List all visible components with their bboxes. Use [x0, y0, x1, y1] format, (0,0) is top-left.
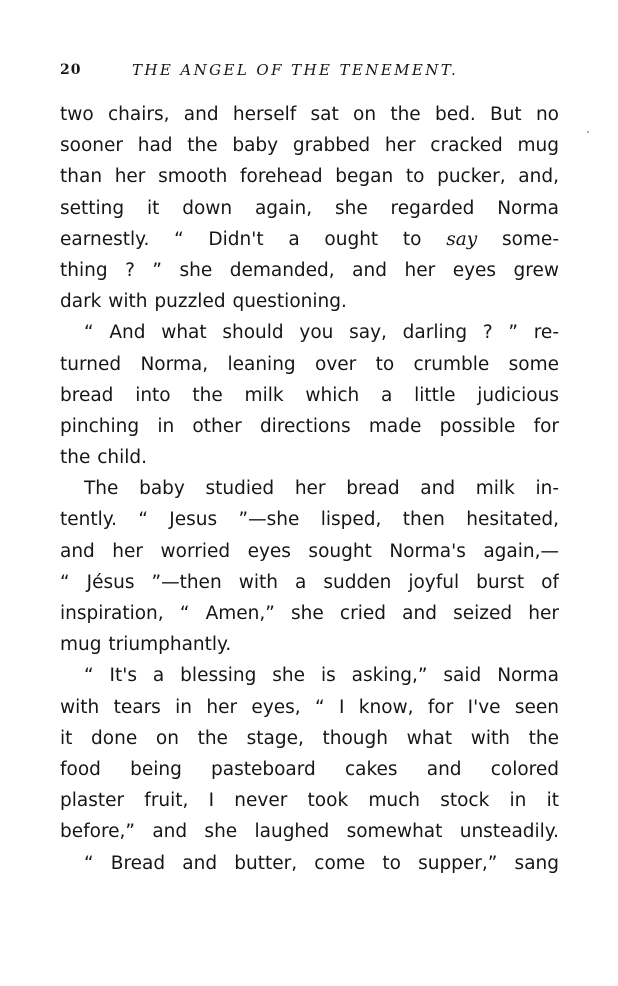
paragraph-start-line: “ It's a blessing she is asking,” said Norma — [84, 665, 559, 687]
text-line: before,” and she laughed somewhat unsteadily. — [60, 821, 559, 843]
paragraph-start-line: The baby studied her bread and milk in- — [84, 478, 559, 500]
text-line: dark with puzzled questioning. — [60, 291, 347, 313]
text-line: and her worried eyes sought Norma's again,— — [60, 540, 559, 562]
text-line: earnestly. “ Didn't a ought to say some- — [60, 228, 559, 250]
text-line: “ Jésus ”—then with a sudden joyful burst of — [60, 571, 559, 593]
text-line: with tears in her eyes, “ I know, for I've seen — [60, 696, 559, 718]
text-line: the child. — [60, 447, 148, 469]
text-line: bread into the milk which a little judicious — [60, 384, 559, 406]
text-line: food being pasteboard cakes and colored — [60, 758, 559, 780]
text-line: mug triumphantly. — [60, 634, 232, 656]
body-text — [60, 99, 559, 879]
text-line: than her smooth forehead began to pucker, and, — [60, 166, 559, 188]
text-line: two chairs, and herself sat on the bed. But no — [60, 104, 559, 125]
paragraph-start-line: “ And what should you say, darling ? ” re- — [84, 322, 559, 344]
paper-speck — [587, 131, 589, 133]
text-line: thing ? ” she demanded, and her eyes grew — [60, 259, 559, 281]
text-line: inspiration, “ Amen,” she cried and seized her — [60, 603, 559, 624]
text-line: sooner had the baby grabbed her cracked mug — [60, 135, 559, 157]
text-line: tently. “ Jesus ”—she lisped, then hesitated, — [60, 509, 559, 531]
text-line: plaster fruit, I never took much stock in it — [60, 790, 559, 812]
running-title: THE ANGEL OF THE TENEMENT. — [132, 61, 459, 79]
page-header — [60, 56, 560, 84]
text-line: turned Norma, leaning over to crumble some — [60, 353, 559, 375]
text-line: pinching in other directions made possible for — [60, 415, 559, 437]
paragraph-start-line: “ Bread and butter, come to supper,” sang — [84, 852, 559, 874]
text-line: it done on the stage, though what with the — [60, 727, 559, 749]
emphasized-word: say — [446, 228, 478, 250]
page-number: 20 — [60, 62, 82, 78]
text-line: setting it down again, she regarded Norma — [60, 197, 559, 219]
